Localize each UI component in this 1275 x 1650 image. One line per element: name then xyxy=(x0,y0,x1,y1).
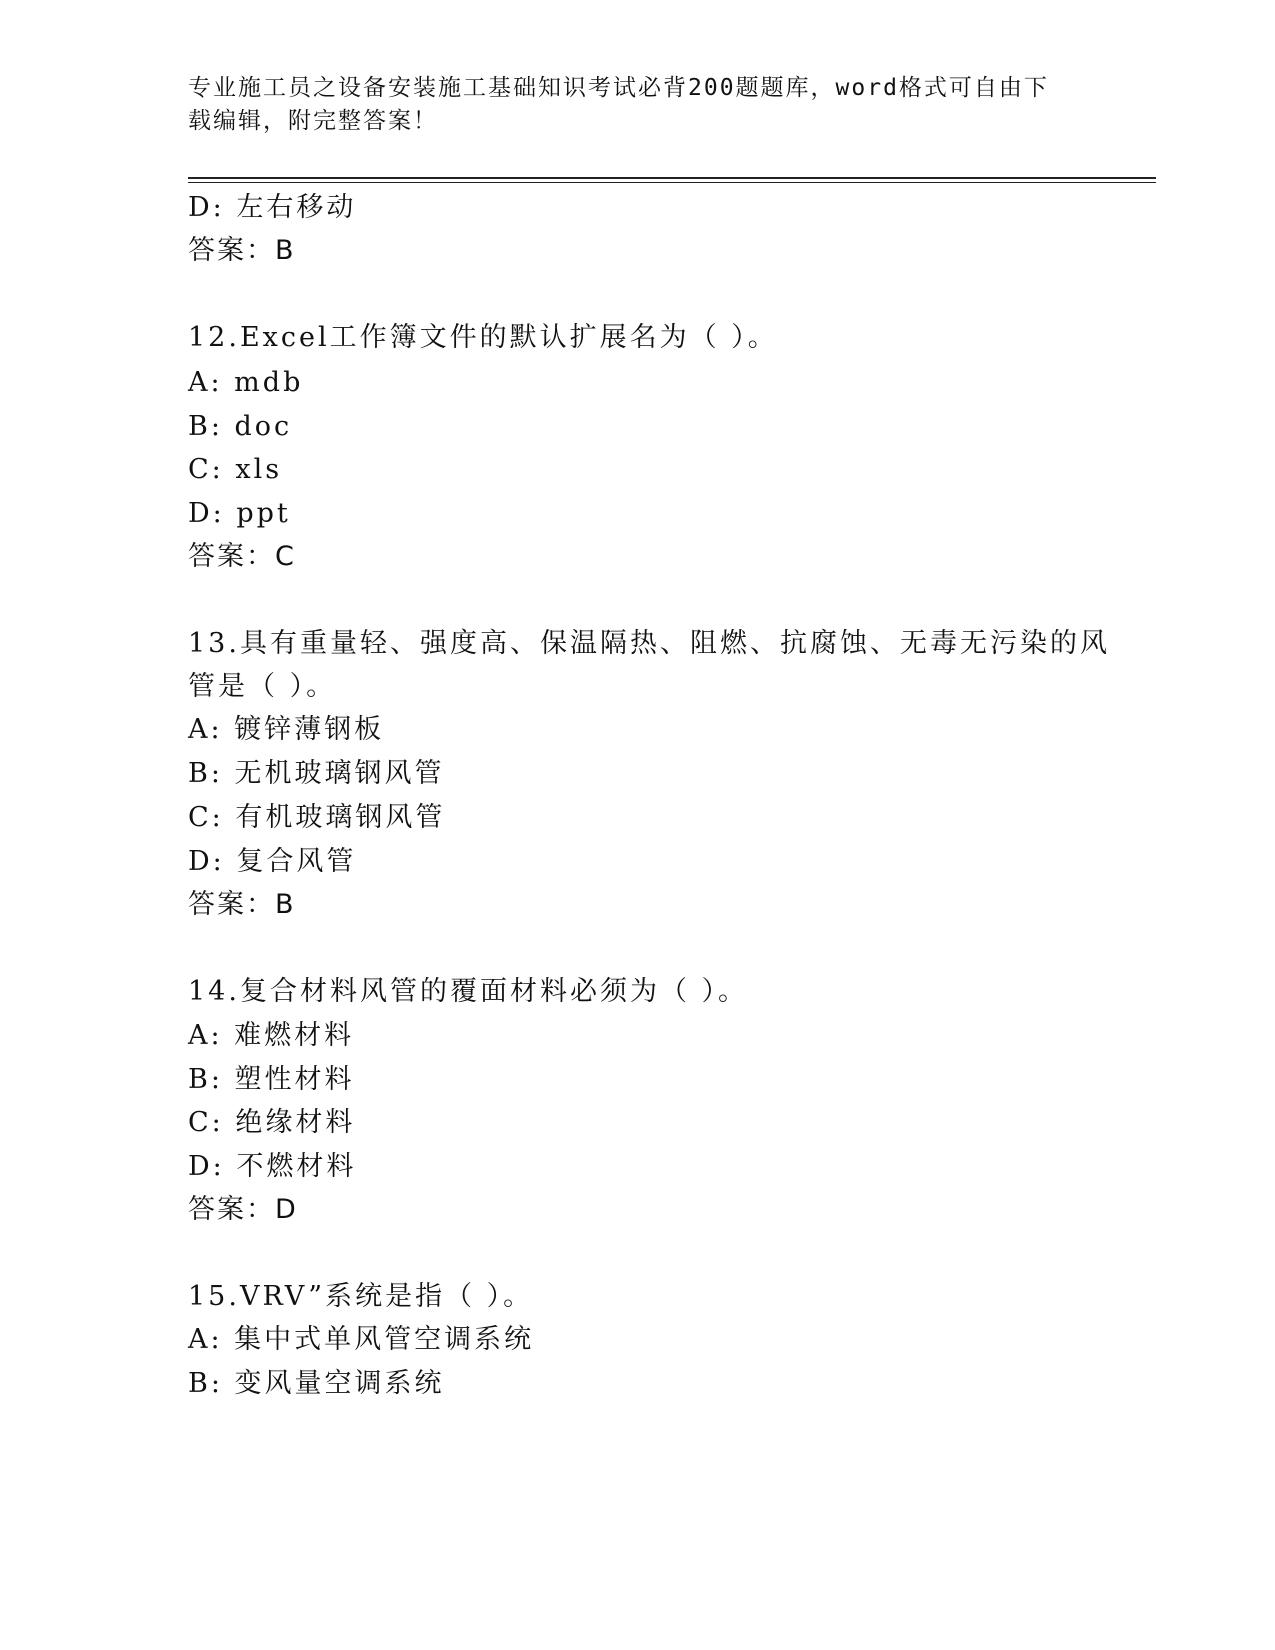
option-d: D: 左右移动 xyxy=(188,192,357,223)
answer-label: 答案：D xyxy=(188,1194,298,1225)
question-stem: 12.Excel工作簿文件的默认扩展名为（ ）。 xyxy=(188,322,778,353)
option-b: B: 无机玻璃钢风管 xyxy=(188,758,445,789)
option-b: B: 变风量空调系统 xyxy=(188,1368,445,1399)
option-d: D: 复合风管 xyxy=(188,846,357,877)
option-c: C: 绝缘材料 xyxy=(188,1107,356,1138)
question-stem-continued: 管是（ ）。 xyxy=(188,671,337,702)
option-a: A: 难燃材料 xyxy=(188,1020,355,1051)
header-divider xyxy=(188,177,1156,179)
question-stem: 13.具有重量轻、强度高、保温隔热、阻燃、抗腐蚀、无毒无污染的风 xyxy=(188,628,1110,659)
option-a: A: 镀锌薄钢板 xyxy=(188,714,385,745)
option-a: A: 集中式单风管空调系统 xyxy=(188,1324,535,1355)
option-d: D: ppt xyxy=(188,498,291,529)
answer-label: 答案：B xyxy=(188,889,296,920)
option-b: B: doc xyxy=(188,411,293,442)
option-c: C: xls xyxy=(188,454,283,485)
question-stem: 14.复合材料风管的覆面材料必须为（ ）。 xyxy=(188,976,749,1007)
question-stem: 15.VRV”系统是指（ ）。 xyxy=(188,1281,534,1312)
answer-label: 答案：B xyxy=(188,235,296,266)
document-header: 专业施工员之设备安装施工基础知识考试必背200题题库，word格式可自由下载编辑，附完整答案！ xyxy=(188,75,1049,134)
header-divider-thin xyxy=(188,182,1156,183)
option-c: C: 有机玻璃钢风管 xyxy=(188,802,446,833)
option-d: D: 不燃材料 xyxy=(188,1151,357,1182)
option-a: A: mdb xyxy=(188,367,304,398)
answer-label: 答案：C xyxy=(188,541,296,572)
option-b: B: 塑性材料 xyxy=(188,1064,355,1095)
